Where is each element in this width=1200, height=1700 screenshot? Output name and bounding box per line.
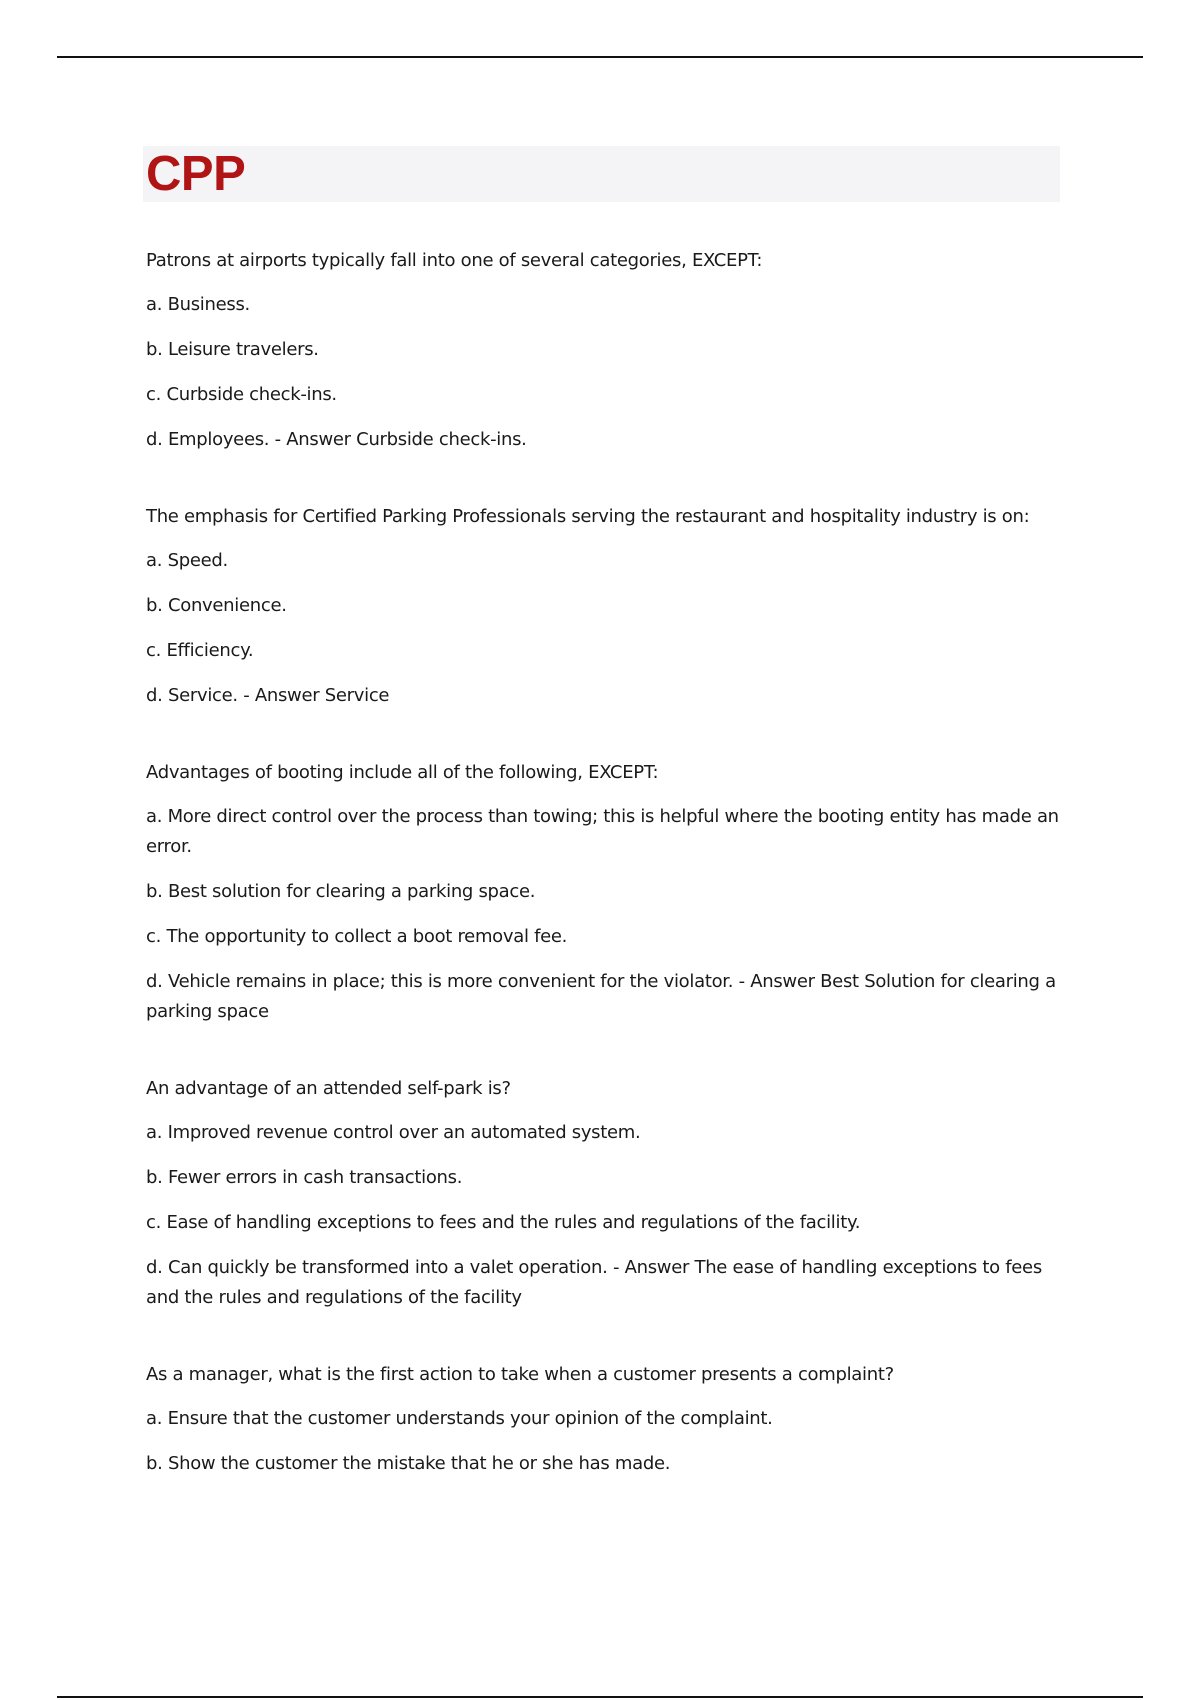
answer-option: d. Vehicle remains in place; this is more convenient for the violator. - Answer Best Solution for clearing a parking space	[146, 971, 1056, 1022]
answer-option: a. Improved revenue control over an automated system.	[146, 1122, 641, 1143]
title-band	[143, 146, 1060, 202]
question-block	[146, 246, 1066, 455]
answer-option: b. Show the customer the mistake that he or she has made.	[146, 1453, 671, 1474]
bottom-rule	[57, 1696, 1143, 1698]
question-text: Advantages of booting include all of the following, EXCEPT:	[146, 762, 659, 783]
question-block	[146, 758, 1066, 1027]
answer-option: b. Leisure travelers.	[146, 339, 319, 360]
answer-option: c. The opportunity to collect a boot removal fee.	[146, 926, 568, 947]
answer-option: d. Service. - Answer Service	[146, 685, 390, 706]
answer-option: b. Convenience.	[146, 595, 287, 616]
answer-option: a. Business.	[146, 294, 250, 315]
question-text: An advantage of an attended self-park is?	[146, 1078, 511, 1099]
question-block	[146, 1074, 1066, 1313]
answer-option: c. Efficiency.	[146, 640, 254, 661]
answer-option: b. Fewer errors in cash transactions.	[146, 1167, 463, 1188]
question-text: As a manager, what is the first action to take when a customer presents a complaint?	[146, 1364, 894, 1385]
question-block	[146, 1360, 1066, 1479]
question-text: Patrons at airports typically fall into one of several categories, EXCEPT:	[146, 250, 763, 271]
answer-option: a. More direct control over the process than towing; this is helpful where the booting entity has made an error.	[146, 806, 1059, 857]
answer-option: a. Ensure that the customer understands your opinion of the complaint.	[146, 1408, 773, 1429]
answer-option: a. Speed.	[146, 550, 228, 571]
question-list	[146, 246, 1066, 1526]
question-text: The emphasis for Certified Parking Professionals serving the restaurant and hospitality industry is on:	[146, 506, 1030, 527]
answer-option: d. Employees. - Answer Curbside check-ins.	[146, 429, 527, 450]
document-title: CPP	[146, 147, 246, 201]
answer-option: c. Curbside check-ins.	[146, 384, 337, 405]
answer-option: d. Can quickly be transformed into a valet operation. - Answer The ease of handling exceptions to fees and the rules and regulations of the facility	[146, 1257, 1042, 1308]
question-block	[146, 502, 1066, 711]
top-rule	[57, 56, 1143, 58]
answer-option: b. Best solution for clearing a parking space.	[146, 881, 536, 902]
answer-option: c. Ease of handling exceptions to fees and the rules and regulations of the facility.	[146, 1212, 861, 1233]
